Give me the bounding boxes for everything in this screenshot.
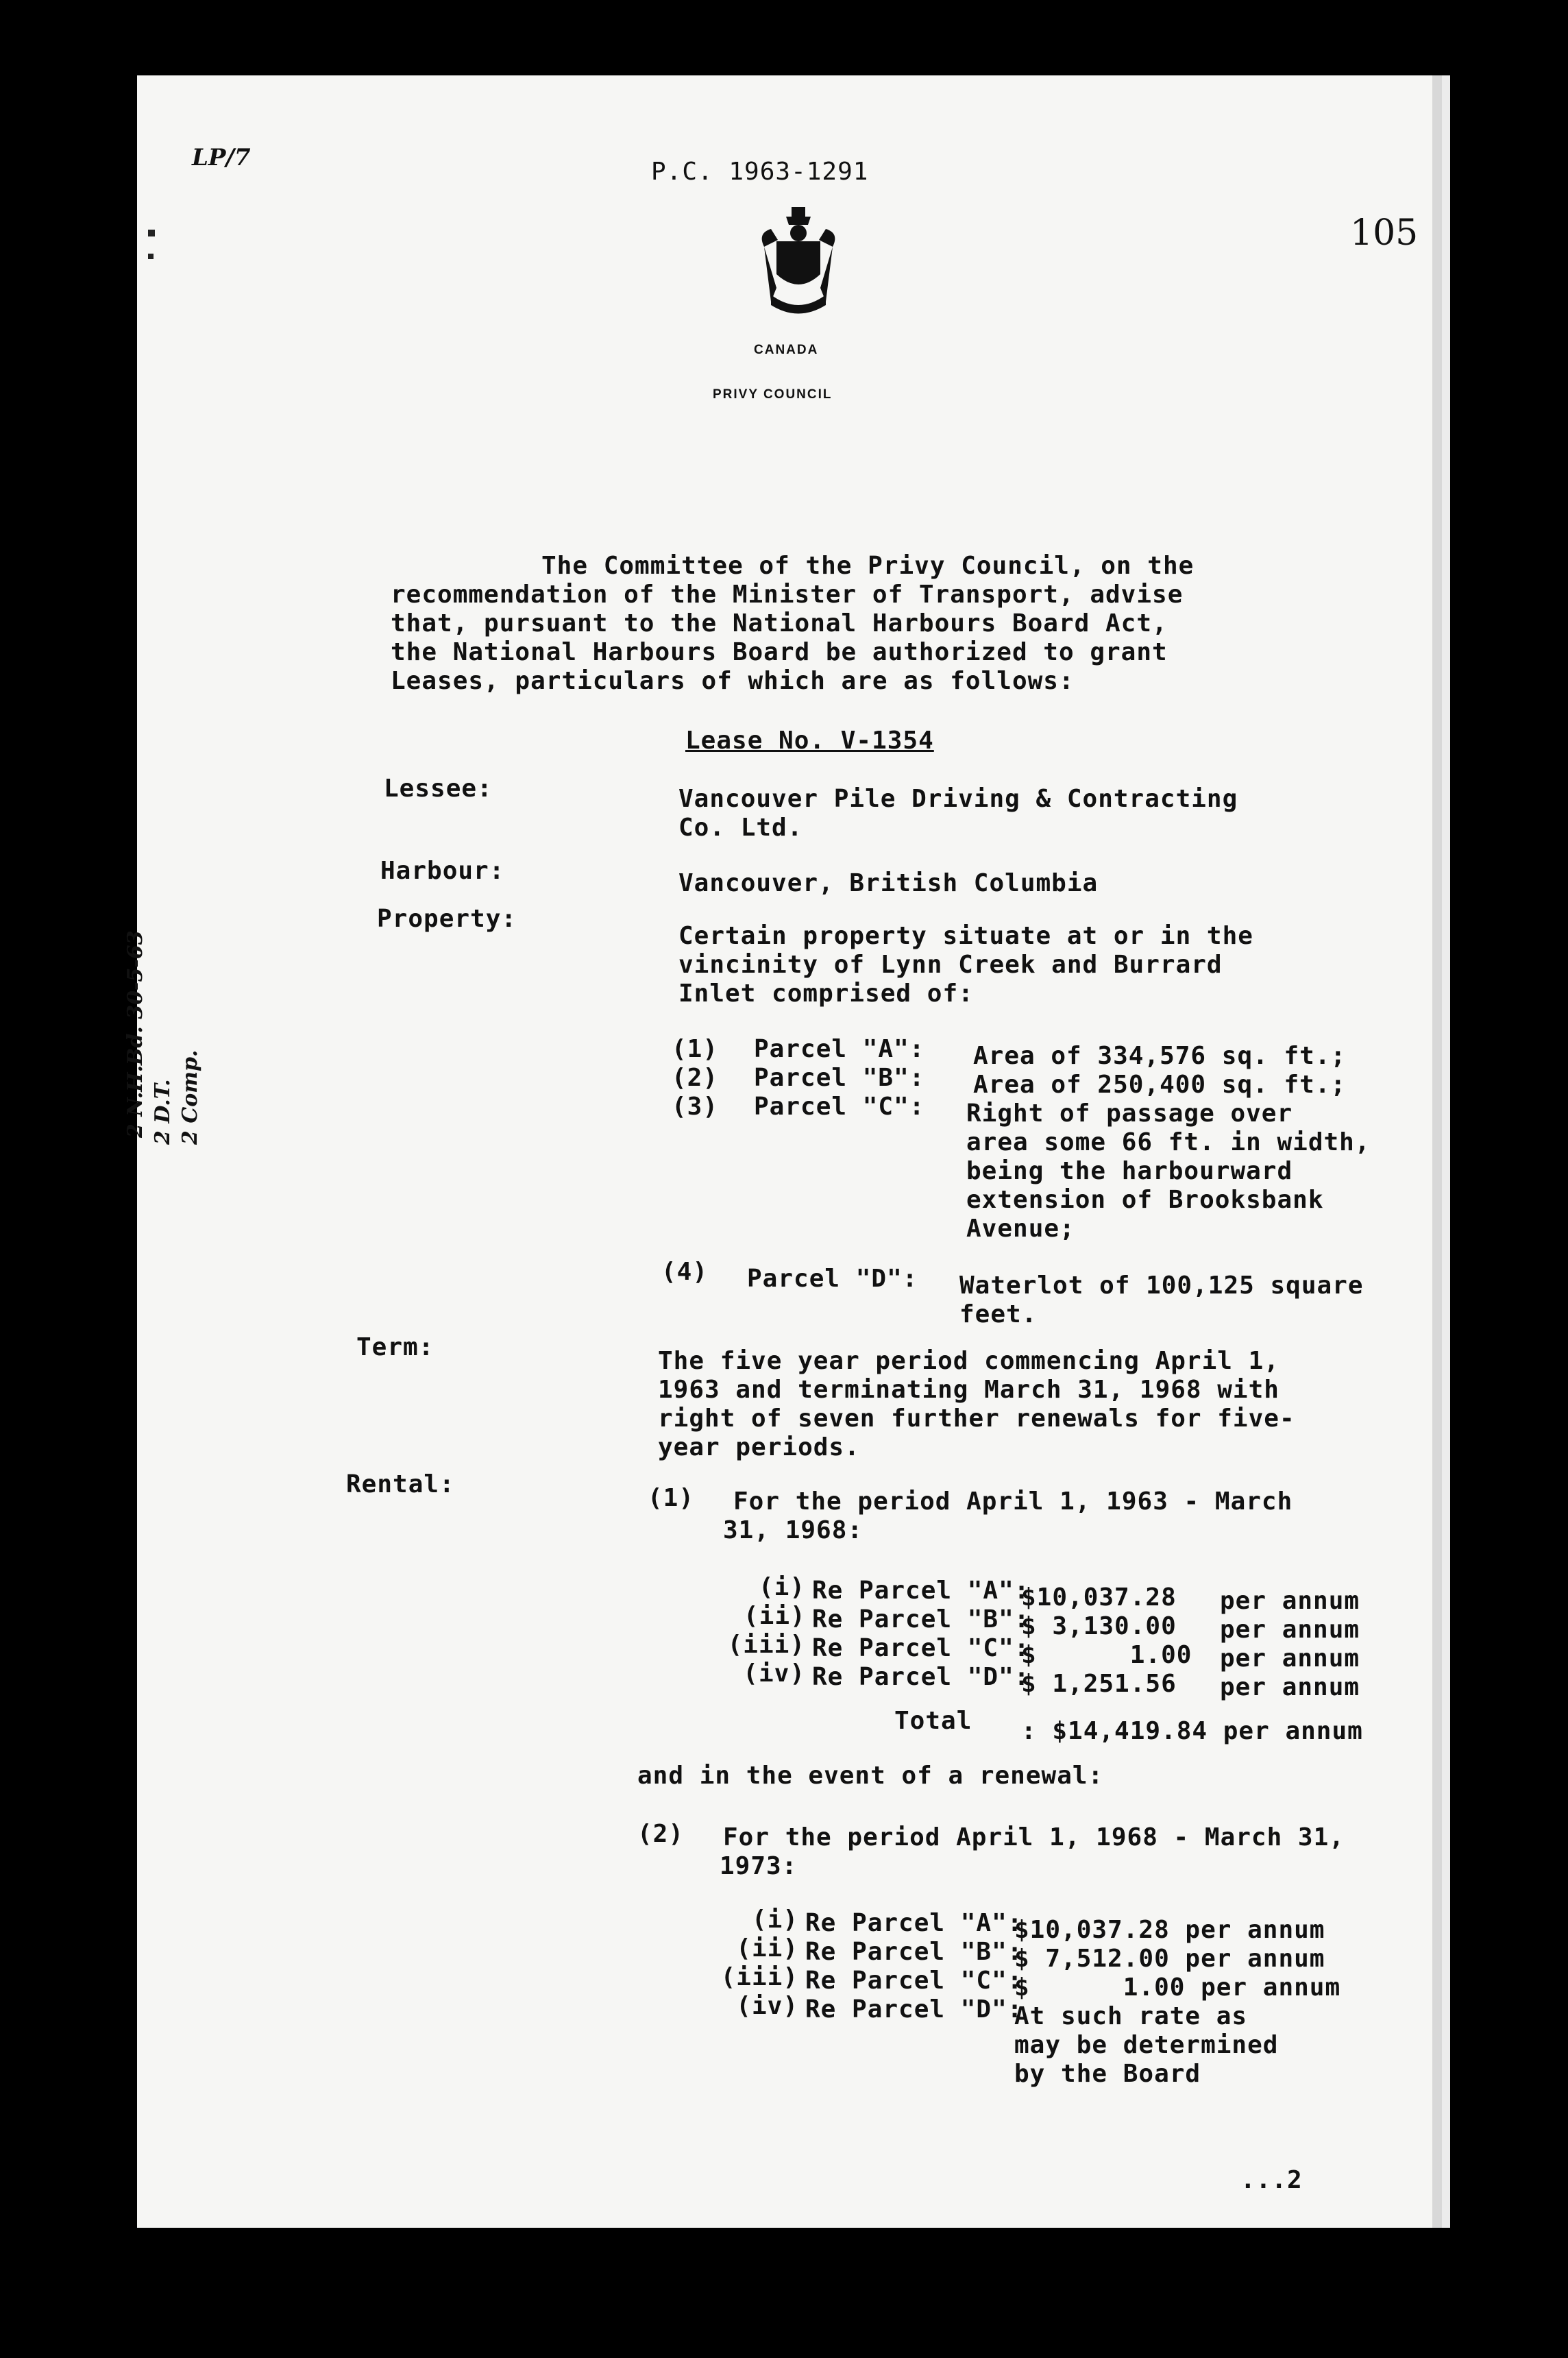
parcel-desc: area some 66 ft. in width, — [966, 1128, 1371, 1156]
period-number: (1) — [648, 1484, 695, 1512]
document-page — [123, 75, 1432, 2228]
lessee-label: Lessee: — [384, 775, 493, 803]
row-roman: (iii) — [720, 1963, 798, 1991]
renewal-text: and in the event of a renewal: — [637, 1762, 1104, 1790]
coat-of-arms-icon — [750, 206, 846, 315]
property-label: Property: — [377, 905, 517, 933]
row-amount: $ 1.00 per annum — [1014, 1973, 1341, 2002]
term-value: year periods. — [658, 1433, 860, 1461]
row-amount: $10,037.28 per annum — [1014, 1916, 1325, 1944]
property-value: vincinity of Lynn Creek and Burrard — [678, 951, 1223, 979]
parcel-desc: Area of 250,400 sq. ft.; — [973, 1071, 1347, 1099]
term-value: 1963 and terminating March 31, 1968 with — [658, 1376, 1279, 1404]
parcel-desc: Avenue; — [966, 1215, 1075, 1243]
row-amount: $ 1.00 — [1021, 1641, 1192, 1669]
row-amount: $10,037.28 — [1021, 1583, 1177, 1612]
term-value: right of seven further renewals for five- — [658, 1405, 1295, 1433]
row-roman: (ii) — [736, 1934, 798, 1962]
row-parcel: Re Parcel "C": — [812, 1634, 1030, 1662]
row-parcel: Re Parcel "C": — [805, 1967, 1023, 1995]
total-label: Total — [894, 1707, 972, 1735]
parcel-name: Parcel "C": — [754, 1093, 925, 1121]
row-roman: (ii) — [744, 1602, 806, 1630]
margin-note: 2 N.H.Bd. 30-5-63 — [123, 930, 147, 1138]
period-number: (2) — [637, 1820, 685, 1848]
row-amount: $ 1,251.56 — [1021, 1670, 1177, 1698]
intro-line: Leases, particulars of which are as follows: — [391, 667, 1075, 695]
country-label: CANADA — [754, 343, 819, 357]
parcel-desc: Right of passage over — [966, 1099, 1293, 1128]
row-unit: per annum — [1220, 1673, 1360, 1701]
parcel-number: (3) — [672, 1093, 719, 1121]
row-amount: $ 7,512.00 per annum — [1014, 1945, 1325, 1973]
period-text: 31, 1968: — [723, 1516, 863, 1544]
property-value: Inlet comprised of: — [678, 980, 974, 1008]
row-roman: (iv) — [743, 1660, 805, 1688]
file-reference: LP/7 — [192, 144, 251, 171]
parcel-desc: being the harbourward — [966, 1157, 1293, 1185]
row-parcel: Re Parcel "A": — [812, 1577, 1030, 1605]
intro-line: recommendation of the Minister of Transport, advise — [391, 581, 1184, 609]
term-value: The five year period commencing April 1, — [658, 1347, 1279, 1375]
parcel-desc: Waterlot of 100,125 square — [959, 1272, 1364, 1300]
intro-line: The Committee of the Privy Council, on the — [541, 552, 1195, 580]
row-parcel: Re Parcel "D": — [805, 1995, 1023, 2023]
parcel-number: (4) — [661, 1258, 709, 1286]
period-text: 1973: — [720, 1852, 798, 1880]
parcel-name: Parcel "A": — [754, 1035, 925, 1063]
row-roman: (i) — [751, 1906, 798, 1934]
pc-number: P.C. 1963-1291 — [651, 158, 869, 186]
council-label: PRIVY COUNCIL — [713, 387, 833, 402]
parcel-name: Parcel "D": — [747, 1265, 918, 1293]
margin-note: 2 Comp. — [178, 1049, 202, 1145]
continued-marker: ...2 — [1240, 2166, 1303, 2194]
term-label: Term: — [356, 1333, 434, 1361]
intro-line: that, pursuant to the National Harbours Board Act, — [391, 609, 1168, 637]
row-amount: $ 3,130.00 — [1021, 1612, 1177, 1640]
total-value: : $14,419.84 per annum — [1021, 1717, 1363, 1745]
row-unit: per annum — [1220, 1587, 1360, 1615]
intro-line: the National Harbours Board be authorized to grant — [391, 638, 1168, 666]
rental-label: Rental: — [346, 1470, 455, 1498]
parcel-number: (2) — [672, 1064, 719, 1092]
parcel-desc: feet. — [959, 1300, 1038, 1328]
parcel-name: Parcel "B": — [754, 1064, 925, 1092]
row-unit: per annum — [1220, 1644, 1360, 1673]
harbour-label: Harbour: — [380, 857, 505, 885]
row-roman: (i) — [758, 1573, 805, 1601]
lease-title: Lease No. V-1354 — [685, 727, 934, 755]
row-parcel: Re Parcel "D": — [812, 1663, 1030, 1691]
page-stamp: 105 — [1350, 212, 1419, 254]
parcel-number: (1) — [672, 1035, 719, 1063]
margin-note: 2 D.T. — [151, 1079, 175, 1145]
row-parcel: Re Parcel "A": — [805, 1909, 1023, 1937]
period-text: For the period April 1, 1963 - March — [733, 1487, 1293, 1516]
row-roman: (iv) — [736, 1992, 798, 2020]
row-roman: (iii) — [727, 1631, 805, 1659]
punch-mark — [148, 254, 154, 259]
punch-mark — [148, 230, 155, 236]
row-amount-cont: may be determined — [1014, 2031, 1279, 2059]
row-unit: per annum — [1220, 1616, 1360, 1644]
period-text: For the period April 1, 1968 - March 31, — [723, 1823, 1345, 1851]
row-amount: At such rate as — [1014, 2002, 1248, 2030]
harbour-value: Vancouver, British Columbia — [678, 869, 1099, 897]
row-parcel: Re Parcel "B": — [805, 1938, 1023, 1966]
parcel-desc: Area of 334,576 sq. ft.; — [973, 1042, 1347, 1070]
lessee-value: Co. Ltd. — [678, 814, 803, 842]
row-amount-cont: by the Board — [1014, 2060, 1201, 2088]
property-value: Certain property situate at or in the — [678, 922, 1253, 950]
row-parcel: Re Parcel "B": — [812, 1605, 1030, 1633]
lessee-value: Vancouver Pile Driving & Contracting — [678, 785, 1238, 813]
parcel-desc: extension of Brooksbank — [966, 1186, 1324, 1214]
